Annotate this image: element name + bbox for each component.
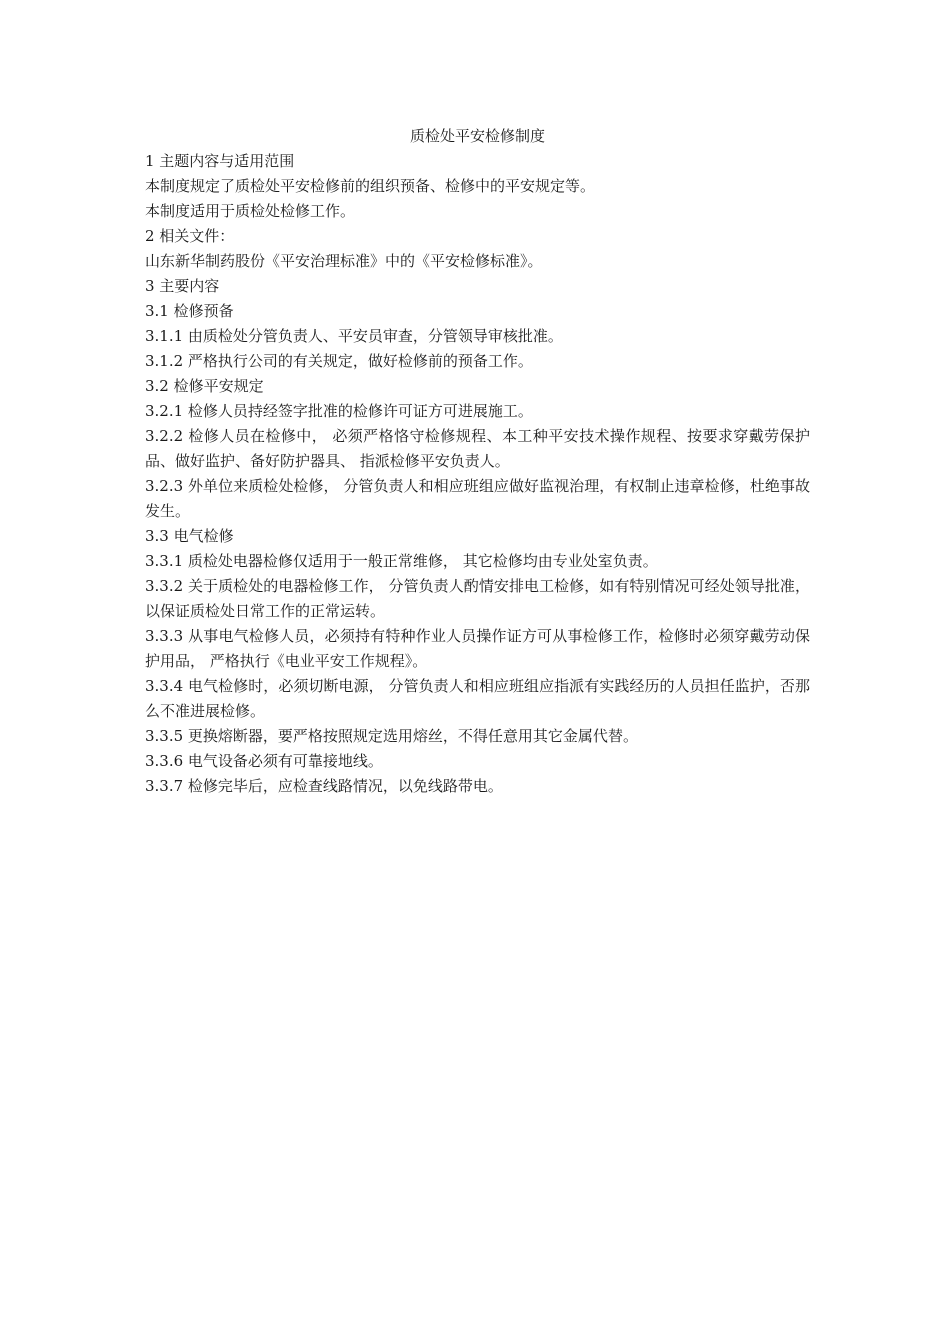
paragraph: 山东新华制药股份《平安治理标准》中的《平安检修标准》。 — [145, 252, 543, 270]
subsection-heading: 3.2 检修平安规定 — [145, 377, 264, 395]
clause: 3.3.7 检修完毕后，应检查线路情况，以免线路带电。 — [145, 777, 503, 795]
clause: 3.3.1 质检处电器检修仅适用于一般正常维修， 其它检修均由专业处室负责。 — [145, 552, 658, 570]
clause: 3.1.1 由质检处分管负责人、平安员审查，分管领导审核批准。 — [145, 327, 563, 345]
subsection-heading: 3.1 检修预备 — [145, 302, 234, 320]
paragraph: 本制度规定了质检处平安检修前的组织预备、检修中的平安规定等。 — [145, 177, 596, 195]
document-page — [145, 124, 810, 799]
clause: 3.2.2 检修人员在检修中， 必须严格恪守检修规程、本工种平安技术操作规程、按要求穿戴劳保护品、做好监护、备好防护器具、 指派检修平安负责人。 — [145, 427, 810, 470]
document-title: 质检处平安检修制度 — [409, 127, 545, 145]
section-heading: 2 相关文件： — [145, 227, 235, 245]
paragraph: 本制度适用于质检处检修工作。 — [145, 202, 356, 220]
clause: 3.3.2 关于质检处的电器检修工作， 分管负责人酌情安排电工检修，如有特别情况可经处领导批准，以保证质检处日常工作的正常运转。 — [145, 577, 810, 620]
clause: 3.1.2 严格执行公司的有关规定，做好检修前的预备工作。 — [145, 352, 533, 370]
clause: 3.3.4 电气检修时，必须切断电源， 分管负责人和相应班组应指派有实践经历的人员担任监护，否那么不准进展检修。 — [145, 677, 810, 720]
clause: 3.3.5 更换熔断器，要严格按照规定选用熔丝，不得任意用其它金属代替。 — [145, 727, 638, 745]
section-heading: 1 主题内容与适用范围 — [145, 152, 295, 170]
clause: 3.3.3 从事电气检修人员，必须持有特种作业人员操作证方可从事检修工作，检修时必须穿戴劳动保护用品， 严格执行《电业平安工作规程》。 — [145, 627, 810, 670]
clause: 3.2.1 检修人员持经签字批准的检修许可证方可进展施工。 — [145, 402, 533, 420]
clause: 3.3.6 电气设备必须有可靠接地线。 — [145, 752, 383, 770]
clause: 3.2.3 外单位来质检处检修， 分管负责人和相应班组应做好监视治理，有权制止违章检修，杜绝事故发生。 — [145, 477, 810, 520]
subsection-heading: 3.3 电气检修 — [145, 527, 234, 545]
section-heading: 3 主要内容 — [145, 277, 220, 295]
